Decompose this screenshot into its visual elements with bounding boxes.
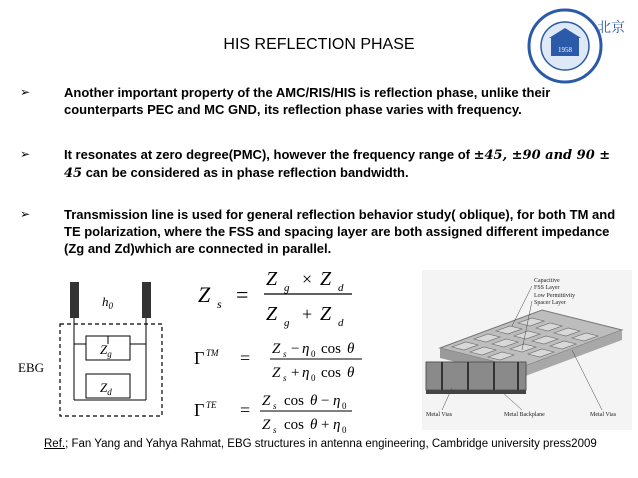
slide-title: HIS REFLECTION PHASE	[223, 36, 415, 53]
structure-label-3: Low Permittivity	[534, 293, 576, 299]
svg-text:Z: Z	[272, 365, 281, 381]
gamma-tm-equation	[194, 341, 362, 383]
structure-label-6: Metal Backplane	[504, 412, 545, 418]
zs-equation	[198, 268, 352, 329]
reference-note	[44, 438, 597, 450]
bullet-3	[20, 206, 620, 257]
svg-text:θ: θ	[347, 341, 355, 357]
svg-text:s: s	[273, 401, 277, 411]
svg-text:θ: θ	[310, 417, 318, 433]
zg-label: $Z_g$	[100, 342, 112, 359]
svg-text:1958: 1958	[558, 46, 572, 54]
bullet-1	[20, 84, 620, 118]
svg-text:×: ×	[302, 269, 313, 289]
svg-text:Γ: Γ	[194, 348, 205, 368]
svg-text:θ: θ	[347, 365, 355, 381]
svg-text:s: s	[283, 349, 287, 359]
svg-text:Z: Z	[266, 268, 278, 290]
structure-label-7: Metal Vias	[590, 412, 617, 418]
bullet-2-math: ±45, ±90 and 90 ±	[473, 148, 611, 163]
bullet-2-text-after: can be considered as in phase reflection bandwidth.	[82, 165, 409, 180]
svg-text:cos: cos	[321, 365, 341, 381]
svg-text:Z: Z	[198, 282, 211, 307]
svg-text:cos: cos	[321, 341, 341, 357]
svg-text:北京: 北京	[597, 21, 625, 36]
bullet-2	[20, 146, 610, 182]
svg-text:g: g	[284, 317, 290, 329]
svg-text:=: =	[236, 282, 249, 307]
bullet-3-text: Transmission line is used for general reflection behavior study( oblique), for both TM and TE polarization, where the FSS and spacing layer are both assigned different impedance (Zg and Zd)which are connected in parallel.	[64, 207, 616, 256]
university-logo	[527, 4, 631, 84]
svg-text:s: s	[217, 297, 222, 311]
h0-label: $h_0$	[102, 294, 113, 311]
gamma-te-equation	[194, 393, 352, 435]
svg-text:TM: TM	[206, 348, 219, 358]
svg-text:0: 0	[342, 425, 347, 435]
equations-block	[190, 256, 410, 442]
structure-label-1: Capacitive	[534, 278, 560, 284]
svg-text:cos: cos	[284, 393, 304, 409]
bullet-arrow-icon: ➢	[20, 147, 31, 161]
svg-text:d: d	[338, 317, 344, 329]
reference-label: Ref.	[44, 438, 66, 450]
svg-text:=: =	[240, 348, 251, 368]
reference-text: ; Fan Yang and Yahya Rahmat, EBG structures in antenna engineering, Cambridge university press2009	[65, 438, 597, 450]
svg-text:cos: cos	[284, 417, 304, 433]
structure-label-4: Spacer Layer	[534, 300, 566, 306]
svg-text:Z: Z	[266, 303, 278, 325]
bullet-2-math-b: 45	[64, 166, 83, 181]
zs-numerator	[266, 268, 344, 294]
bullet-2-text: It resonates at zero degree(PMC), however the frequency range of	[64, 147, 474, 162]
svg-text:0: 0	[311, 373, 316, 383]
svg-text:Γ: Γ	[194, 400, 205, 420]
ebg-circuit-diagram	[18, 282, 180, 424]
svg-text:s: s	[283, 373, 287, 383]
svg-text:Z: Z	[262, 393, 271, 409]
svg-text:+: +	[321, 417, 330, 433]
svg-text:+: +	[302, 304, 313, 324]
svg-text:−: −	[291, 341, 300, 357]
svg-text:θ: θ	[310, 393, 318, 409]
bullet-arrow-icon: ➢	[20, 207, 31, 221]
svg-text:TE: TE	[206, 400, 217, 410]
bullet-1-text: Another important property of the AMC/RIS/HIS is reflection phase, unlike their counterparts PEC and MC GND, its reflection phase varies with frequency.	[64, 85, 551, 117]
bullet-arrow-icon: ➢	[20, 85, 31, 99]
his-structure-figure	[422, 270, 632, 430]
svg-text:0: 0	[342, 401, 347, 411]
svg-text:η: η	[333, 393, 341, 409]
svg-text:η: η	[333, 417, 341, 433]
svg-text:Z: Z	[320, 303, 332, 325]
svg-text:g: g	[284, 282, 290, 294]
svg-text:+: +	[291, 365, 300, 381]
zd-label: $Z_d$	[100, 380, 112, 397]
structure-label-2: FSS Layer	[534, 285, 560, 291]
svg-text:η: η	[302, 365, 310, 381]
zs-denominator	[266, 303, 344, 329]
svg-text:Z: Z	[262, 417, 271, 433]
svg-text:Z: Z	[272, 341, 281, 357]
svg-text:−: −	[321, 393, 330, 409]
structure-label-5: Metal Vias	[426, 412, 453, 418]
ebg-label: EBG	[18, 360, 44, 375]
svg-text:s: s	[273, 425, 277, 435]
svg-text:d: d	[338, 282, 344, 294]
svg-text:η: η	[302, 341, 310, 357]
svg-text:=: =	[240, 400, 251, 420]
svg-text:Z: Z	[320, 268, 332, 290]
svg-text:0: 0	[311, 349, 316, 359]
